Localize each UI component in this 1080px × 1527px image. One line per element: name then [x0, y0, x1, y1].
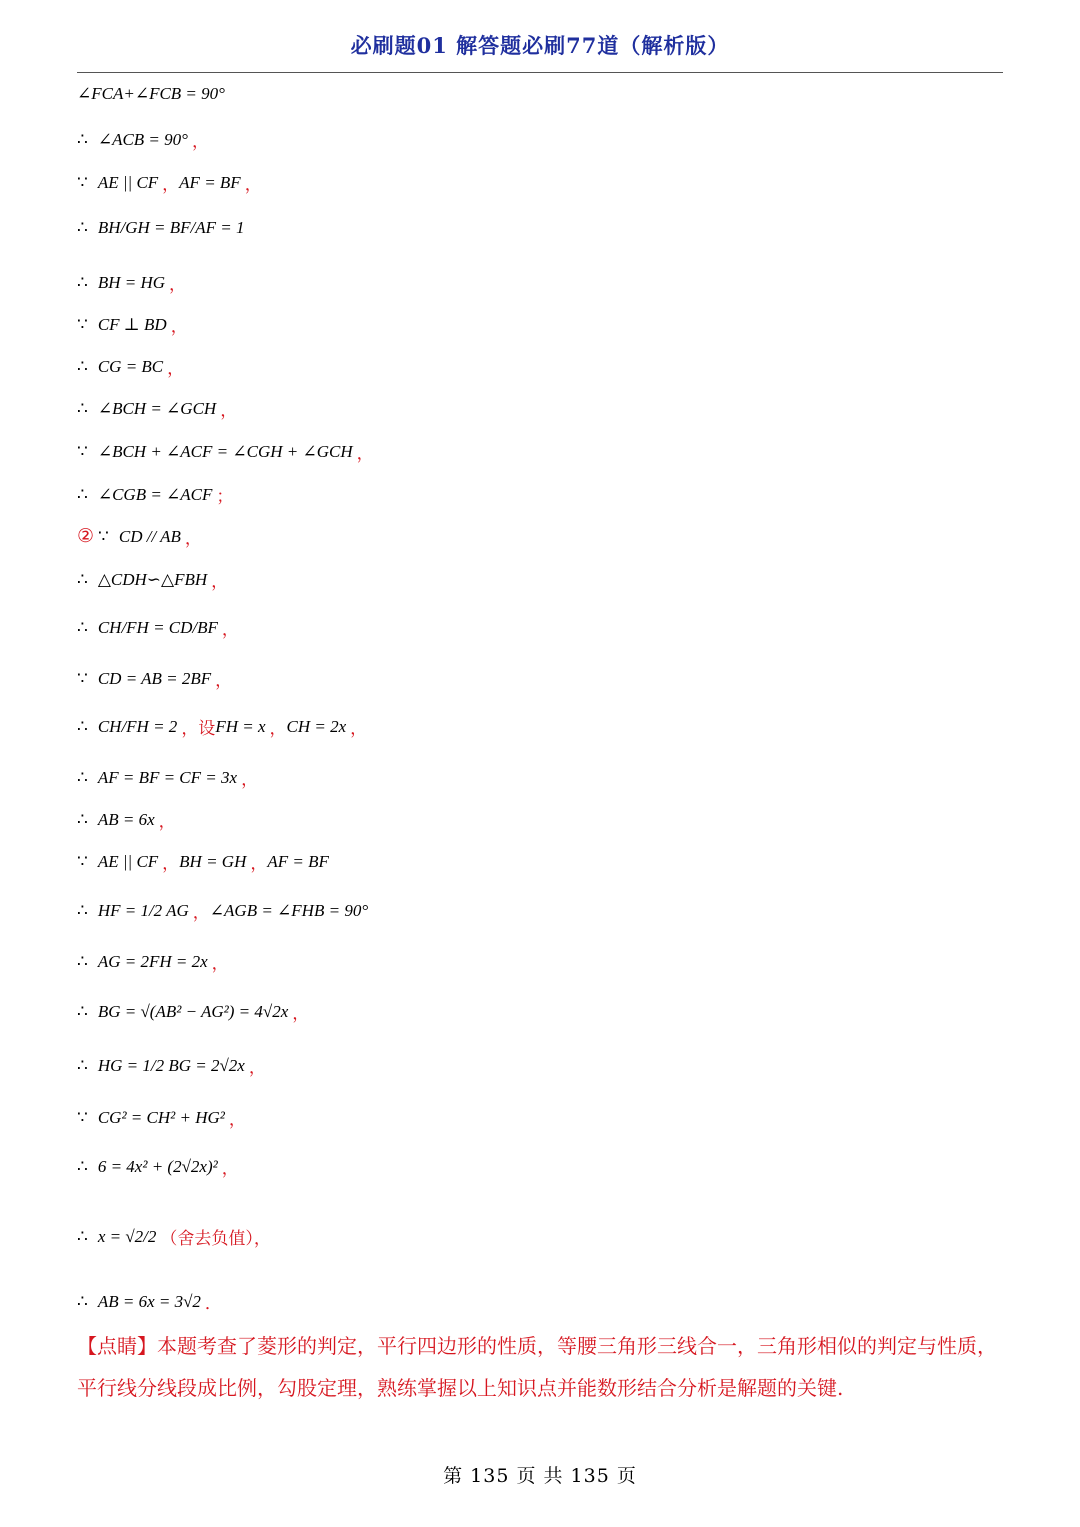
proof-step: ② ∵ CD // AB ， — [77, 526, 202, 548]
proof-step: ∴ HF = 1/2 AG ， ∠AGB = ∠FHB = 90° — [77, 900, 369, 922]
proof-step: ∠FCA+∠FCB = 90° — [77, 84, 225, 103]
proof-step: ∴ BH = HG ， — [77, 272, 187, 294]
proof-step: ∵ ∠BCH + ∠ACF = ∠CGH + ∠GCH ， — [77, 441, 374, 463]
proof-step: ∴ AF = BF = CF = 3x ， — [77, 767, 259, 789]
proof-step: ∴ AB = 6x ， — [77, 809, 176, 831]
proof-step: ∴ △CDH∽△FBH ， — [77, 569, 229, 591]
proof-step: ∴ ∠CGB = ∠ACF ； — [77, 484, 234, 506]
proof-step: ∴ 6 = 4x² + (2√2x)² ， — [77, 1156, 239, 1178]
proof-step: ∴ CH/FH = 2 ，设 FH = x ， CH = 2x ， — [77, 716, 368, 738]
key-point-note: 【点睛】本题考查了菱形的判定，平行四边形的性质，等腰三角形三线合一，三角形相似的判定与性质，平行线分线段成比例，勾股定理，熟练掌握以上知识点并能数形结合分析是解题的关键. — [77, 1334, 997, 1400]
proof-step: ∴ BG = √(AB² − AG²) = 4√2x ， — [77, 1001, 310, 1023]
proof-step: ∵ CD = AB = 2BF ， — [77, 668, 233, 690]
proof-step: ∴ HG = 1/2 BG = 2√2x ， — [77, 1055, 266, 1077]
proof-step: ∵ CF ⊥ BD ， — [77, 314, 188, 336]
page-header: 必刷题01 解答题必刷77道（解析版） — [350, 33, 730, 58]
header-divider — [77, 72, 1003, 73]
proof-step: ∴ x = √2/2 （舍去负值）， — [77, 1226, 271, 1248]
proof-step: ∵ AE || CF ， AF = BF ， — [77, 172, 262, 194]
proof-step: ∴ ∠BCH = ∠GCH ， — [77, 398, 238, 420]
proof-step: ∴ AB = 6x = 3√2 ． — [77, 1291, 222, 1313]
proof-step: ∵ CG² = CH² + HG² ， — [77, 1107, 246, 1129]
proof-step: ∴ CG = BC ， — [77, 356, 185, 378]
page-footer: 第 135 页 共 135 页 — [443, 1465, 637, 1487]
proof-step: ∴ AG = 2FH = 2x ， — [77, 951, 229, 973]
proof-step: ∵ AE || CF ， BH = GH ， AF = BF — [77, 851, 329, 873]
proof-step: ∴ ∠ACB = 90° ， — [77, 129, 209, 151]
proof-step: ∴ CH/FH = CD/BF ， — [77, 617, 239, 639]
proof-step: ∴ BH/GH = BF/AF = 1 — [77, 218, 245, 237]
